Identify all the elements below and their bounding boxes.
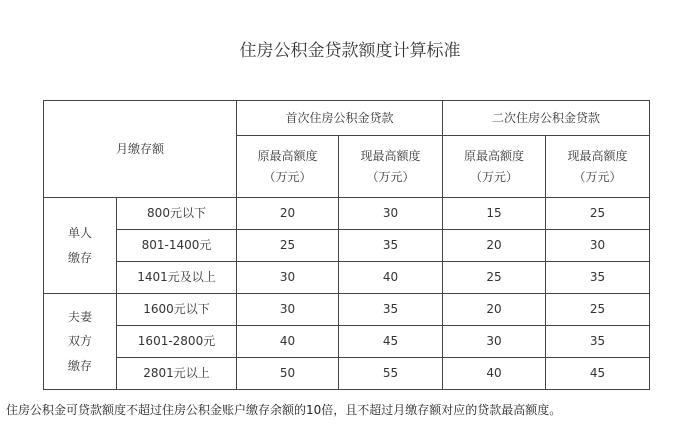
value-cell: 25 <box>546 198 650 230</box>
col-label: 现最高额度 <box>360 149 421 164</box>
value-cell: 45 <box>339 326 443 358</box>
value-cell: 20 <box>237 198 339 230</box>
group-label-line: 缴存 <box>67 358 92 373</box>
col-unit: （万元） <box>263 169 312 184</box>
value-cell: 30 <box>443 326 546 358</box>
group-header-first-loan: 首次住房公积金贷款 <box>237 101 443 136</box>
loan-limit-table <box>43 100 650 390</box>
value-cell: 55 <box>339 358 443 390</box>
value-cell: 20 <box>443 294 546 326</box>
table-row <box>44 294 650 326</box>
value-cell: 25 <box>546 294 650 326</box>
group-label-line: 单人 <box>67 226 92 241</box>
group-label-line: 夫妻 <box>67 309 92 324</box>
range-cell: 800元以下 <box>117 198 237 230</box>
footer-note: 住房公积金可贷款额度不超过住房公积金账户缴存余额的10倍，且不超过月缴存额对应的贷款最高额度。 <box>6 403 562 417</box>
group-label-line: 双方 <box>67 334 92 349</box>
col-header-second-now <box>546 136 650 198</box>
value-cell: 30 <box>237 262 339 294</box>
value-cell: 35 <box>339 294 443 326</box>
value-cell: 20 <box>443 230 546 262</box>
value-cell: 25 <box>443 262 546 294</box>
col-label: 原最高额度 <box>464 149 525 164</box>
header-row-1 <box>44 101 650 136</box>
value-cell: 15 <box>443 198 546 230</box>
group-label-line: 缴存 <box>67 250 92 265</box>
range-cell: 1600元以下 <box>117 294 237 326</box>
col-unit: （万元） <box>470 169 519 184</box>
table-row <box>44 262 650 294</box>
table-row <box>44 358 650 390</box>
col-header-first-orig <box>237 136 339 198</box>
value-cell: 30 <box>546 230 650 262</box>
range-cell: 2801元以上 <box>117 358 237 390</box>
value-cell: 40 <box>339 262 443 294</box>
value-cell: 40 <box>237 326 339 358</box>
table-row <box>44 230 650 262</box>
col-header-second-orig <box>443 136 546 198</box>
value-cell: 40 <box>443 358 546 390</box>
table-row <box>44 198 650 230</box>
col-unit: （万元） <box>573 169 622 184</box>
value-cell: 30 <box>237 294 339 326</box>
value-cell: 25 <box>237 230 339 262</box>
value-cell: 30 <box>339 198 443 230</box>
range-cell: 1601-2800元 <box>117 326 237 358</box>
col-label: 现最高额度 <box>567 149 628 164</box>
group-header-second-loan: 二次住房公积金贷款 <box>443 101 650 136</box>
value-cell: 35 <box>546 262 650 294</box>
range-cell: 801-1400元 <box>117 230 237 262</box>
group-label-couple <box>44 294 117 390</box>
row-header-cell: 月缴存额 <box>44 101 237 198</box>
value-cell: 50 <box>237 358 339 390</box>
page-title: 住房公积金贷款额度计算标准 <box>239 41 461 61</box>
range-cell: 1401元及以上 <box>117 262 237 294</box>
group-label-single <box>44 198 117 294</box>
value-cell: 45 <box>546 358 650 390</box>
value-cell: 35 <box>546 326 650 358</box>
value-cell: 35 <box>339 230 443 262</box>
col-label: 原最高额度 <box>257 149 318 164</box>
col-header-first-now <box>339 136 443 198</box>
col-unit: （万元） <box>366 169 415 184</box>
table-row <box>44 326 650 358</box>
